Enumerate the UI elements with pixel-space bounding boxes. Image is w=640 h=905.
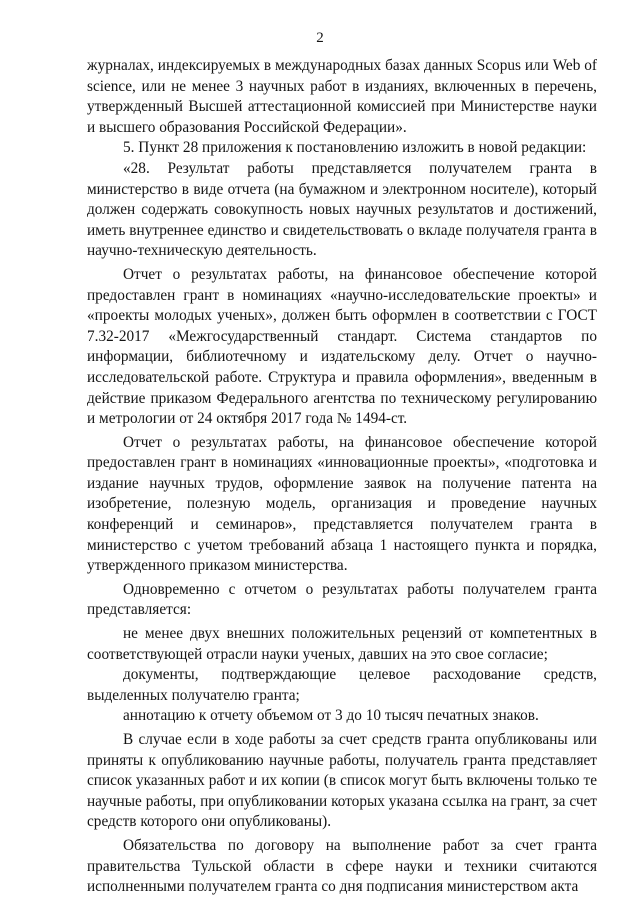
paragraph-obligations: Обязательства по договору на выполнение работ за счет гранта правительства Тульской области в сфере науки и техники считаются исполненными получателем гранта со дня подписания министерством акта — [87, 836, 597, 896]
paragraph-simultaneously: Одновременно с отчетом о результатах работы получателем гранта представляется: — [87, 580, 597, 619]
paragraph-report-research: Отчет о результатах работы, на финансовое обеспечение которой предоставлен грант в номинациях «научно-исследовательские проекты» и «проекты молодых ученых», должен быть оформлен в соответствии с ГОСТ 7.32-2017 «Межгосударственный стандарт. Система стандартов по информации, библиотечному и издательскому делу. Отчет о научно-исследовательской работе. Структура и правила оформления», введенным в действие приказом Федерального агентства по техническому регулированию и метрологии от 24 октября 2017 года № 1494-ст. — [87, 265, 597, 428]
paragraph-point-28: «28. Результат работы представляется получателем гранта в министерство в виде отчета (на бумажном и электронном носителе), который должен содержать совокупность новых научных результатов и достижений, иметь внутреннее единство и свидетельствовать о вкладе получателя гранта в научно-техническую деятельность. — [87, 159, 597, 260]
paragraph-continuation: журналах, индексируемых в международных базах данных Scopus или Web of science, или не менее 3 научных работ в изданиях, включенных в перечень, утвержденный Высшей аттестационной комиссией при Министерстве науки и высшего образования Российской Федерации». — [87, 57, 597, 136]
document-body — [87, 56, 597, 898]
paragraph-report-innovation: Отчет о результатах работы, на финансовое обеспечение которой предоставлен грант в номинациях «инновационные проекты», «подготовка и издание научных трудов, оформление заявок на получение патента на изобретение, полезную модель, организация и проведение научных конференций и семинаров», представляется получателем гранта в министерство с учетом требований абзаца 1 настоящего пункта и порядка, утвержденного приказом министерства. — [87, 433, 597, 575]
page-number: 2 — [316, 30, 324, 46]
list-item-documents: документы, подтверждающие целевое расходование средств, выделенных получателю гранта; — [87, 666, 597, 704]
list-item-reviews: не менее двух внешних положительных рецензий от компетентных в соответствующей отрасли науки ученых, давших на это свое согласие; — [87, 625, 597, 663]
paragraph-publications: В случае если в ходе работы за счет средств гранта опубликованы или приняты к опубликованию научные работы, получатель гранта представляет список указанных работ и их копии (в список могут быть включены только те научные работы, при опубликовании которых указана ссылка на грант, за счет средств которого они опубликованы). — [87, 731, 597, 831]
paragraph-item-5: 5. Пункт 28 приложения к постановлению изложить в новой редакции: — [123, 139, 587, 157]
list-item-annotation: аннотацию к отчету объемом от 3 до 10 тысяч печатных знаков. — [123, 707, 539, 725]
